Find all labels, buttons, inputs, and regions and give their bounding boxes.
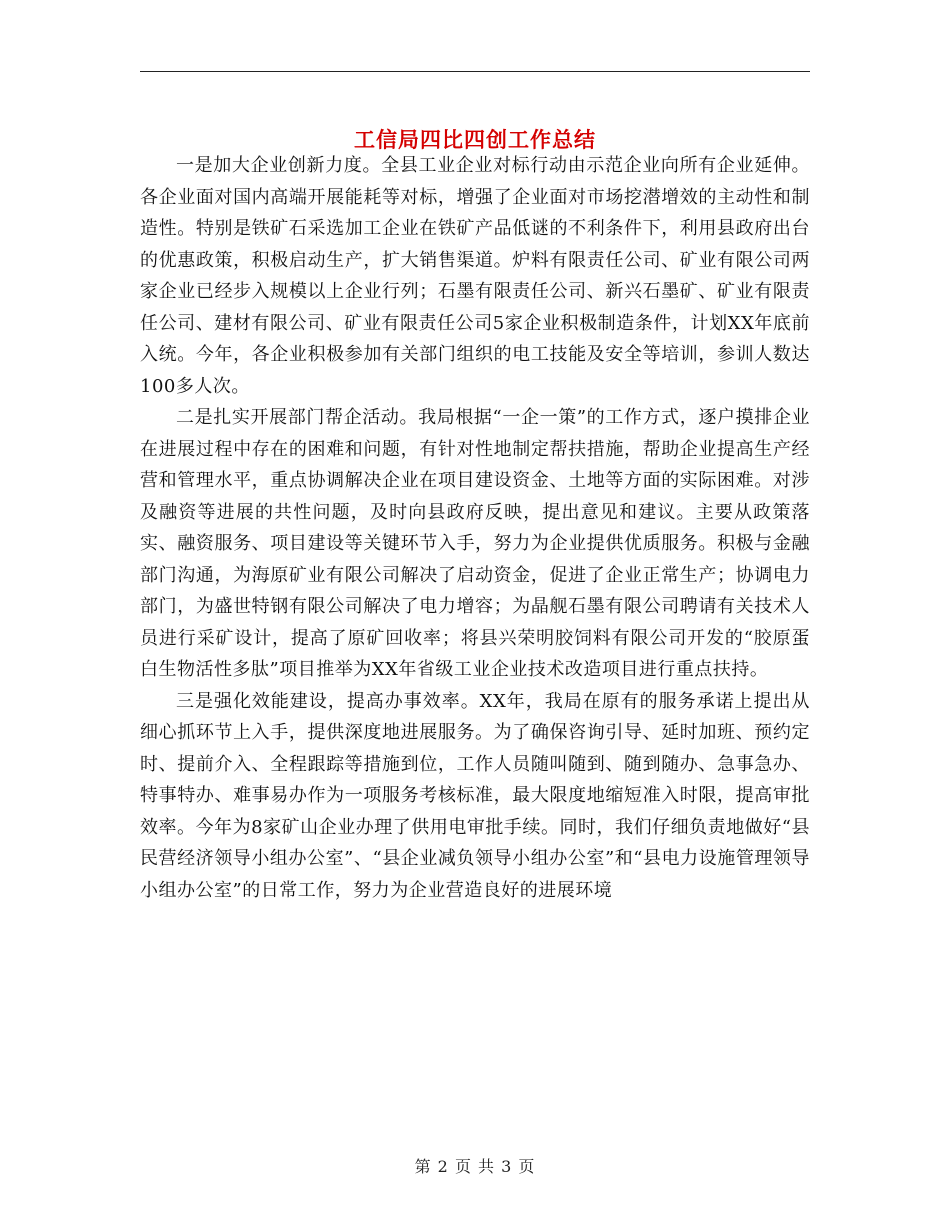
document-title: 工信局四比四创工作总结 <box>354 127 596 153</box>
paragraph-3: 三是强化效能建设，提高办事效率。XX年，我局在原有的服务承诺上提出从细心抓环节上入手，提供深度地进展服务。为了确保咨询引导、延时加班、预约定时、提前介入、全程跟踪等措施到位，工作人员随叫随到、随到随办、急事急办、特事特办、难事易办作为一项服务考核标准，最大限度地缩短准入时限，提高审批效率。今年为8家矿山企业办理了供用电审批手续。同时，我们仔细负责地做好“县民营经济领导小组办公室”、“县企业减负领导小组办公室”和“县电力设施管理领导小组办公室”的日常工作，努力为企业营造良好的进展环境 <box>140 690 810 901</box>
document-body <box>140 150 810 906</box>
paragraph-1: 一是加大企业创新力度。全县工业企业对标行动由示范企业向所有企业延伸。各企业面对国内高端开展能耗等对标，增强了企业面对市场挖潜增效的主动性和制造性。特别是铁矿石采选加工企业在铁矿产品低谜的不利条件下，利用县政府出台的优惠政策，积极启动生产，扩大销售渠道。炉料有限责任公司、矿业有限公司两家企业已经步入规模以上企业行列；石墨有限责任公司、新兴石墨矿、矿业有限责任公司、建材有限公司、矿业有限责任公司5家企业积极制造条件，计划XX年底前入统。今年，各企业积极参加有关部门组织的电工技能及安全等培训，参训人数达100多人次。 <box>140 155 810 397</box>
header-rule <box>140 71 810 72</box>
page-number: 第 2 页 共 3 页 <box>414 1157 536 1176</box>
paragraph-2: 二是扎实开展部门帮企活动。我局根据“一企一策”的工作方式，逐户摸排企业在进展过程中存在的困难和问题，有针对性地制定帮扶措施，帮助企业提高生产经营和管理水平，重点协调解决企业在项目建设资金、土地等方面的实际困难。对涉及融资等进展的共性问题，及时向县政府反映，提出意见和建议。主要从政策落实、融资服务、项目建设等关键环节入手，努力为企业提供优质服务。积极与金融部门沟通，为海原矿业有限公司解决了启动资金，促进了企业正常生产；协调电力部门，为盛世特钢有限公司解决了电力增容；为晶舰石墨有限公司聘请有关技术人员进行采矿设计，提高了原矿回收率；将县兴荣明胶饲料有限公司开发的“胶原蛋白生物活性多肽”项目推举为XX年省级工业企业技术改造项目进行重点扶持。 <box>140 407 810 680</box>
